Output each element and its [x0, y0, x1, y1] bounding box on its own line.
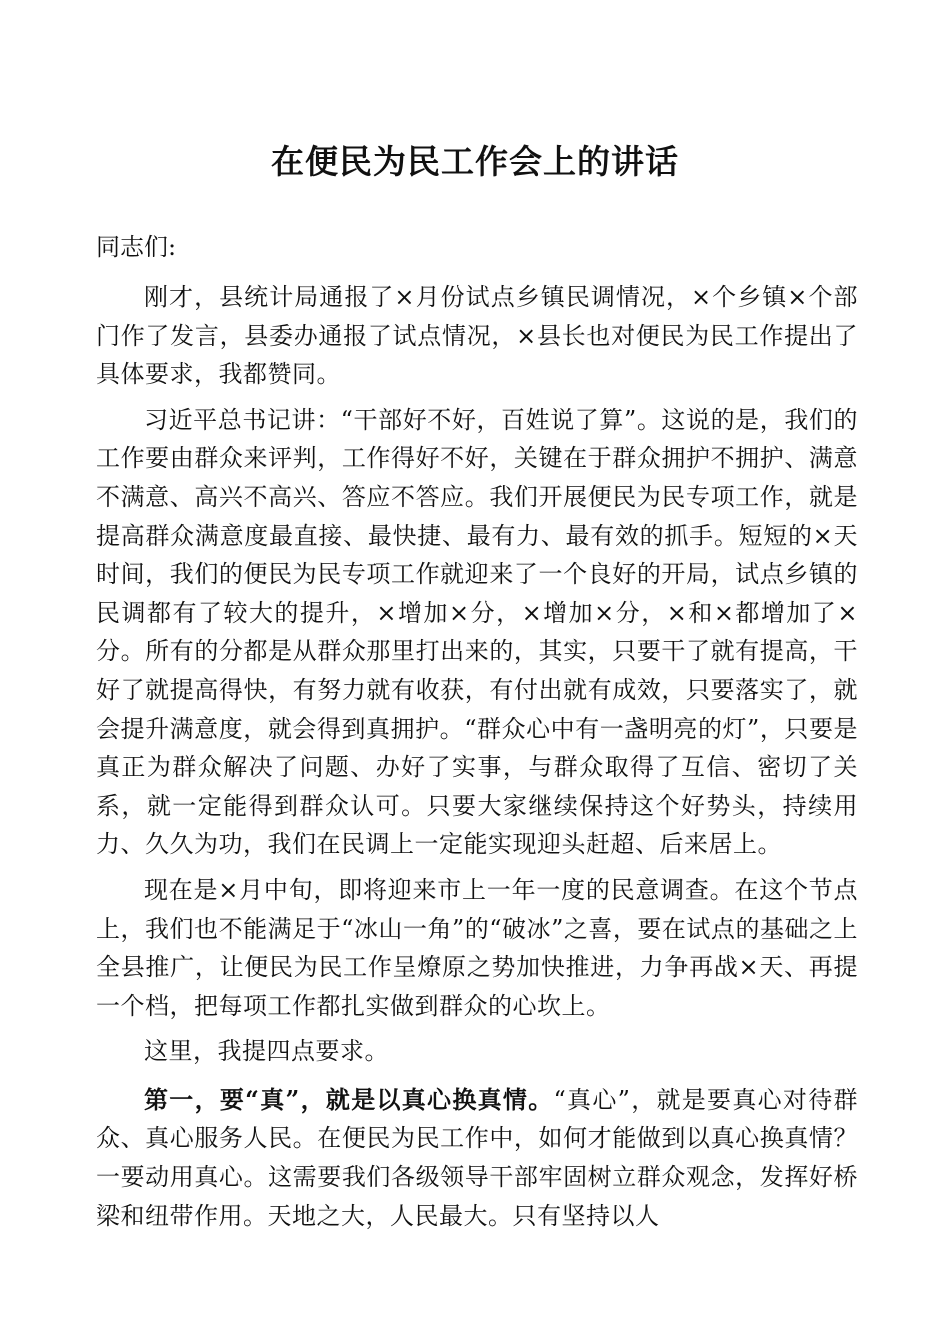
paragraph-four-requirements: 这里，我提四点要求。 [144, 1037, 389, 1066]
paragraph-xi-quote: 习近平总书记讲：“干部好不好，百姓说了算”。这说的是，我们的工作要由群众来评判，工作得好不好，关键在于群众拥护不拥护、满意不满意、高兴不高兴、答应不答应。我们开展便民为民专项工作，就是提高群众满意度最直接、最快捷、最有力、最有效的抓手。短短的×天时间，我们的便民为民专项工作就迎来了一个良好的开局，试点乡镇的民调都有了较大的提升，×增加×分，×增加×分，×和×都增加了×分。所有的分都是从群众那里打出来的，其实，只要干了就有提高，干好了就提高得快，有努力就有收获，有付出就有成效，只要落实了，就会提升满意度，就会得到真拥护。“群众心中有一盏明亮的灯”，只要是真正为群众解决了问题、办好了实事，与群众取得了互信、密切了关系，就一定能得到群众认可。只要大家继续保持这个好势头，持续用力、久久为功，我们在民调上一定能实现迎头赶超、后来居上。 [96, 405, 858, 859]
paragraph-point-one [96, 1081, 858, 1235]
paragraph-opening: 刚才，县统计局通报了×月份试点乡镇民调情况，×个乡镇×个部门作了发言，县委办通报了试点情况，×县长也对便民为民工作提出了具体要求，我都赞同。 [96, 283, 858, 389]
salutation: 同志们: [96, 233, 177, 261]
paragraph-mid-month: 现在是×月中旬，即将迎来市上一年一度的民意调查。在这个节点上，我们也不能满足于“冰山一角”的“破冰”之喜，要在试点的基础之上全县推广，让便民为民工作呈燎原之势加快推进，力争再战×天、再提一个档，把每项工作都扎实做到群众的心坎上。 [96, 875, 858, 1020]
document-title: 在便民为民工作会上的讲话 [271, 142, 679, 181]
point-one-text: “真心”，就是要真心对待群众、真心服务人民。在便民为民工作中，如何才能做到以真心换真情？一要动用真心。这需要我们各级领导干部牢固树立群众观念，发挥好桥梁和纽带作用。天地之大，人民最大。只有坚持以人 [96, 1085, 858, 1230]
point-one-heading: 第一，要“真”，就是以真心换真情。 [144, 1084, 554, 1114]
document-body [96, 228, 858, 1242]
